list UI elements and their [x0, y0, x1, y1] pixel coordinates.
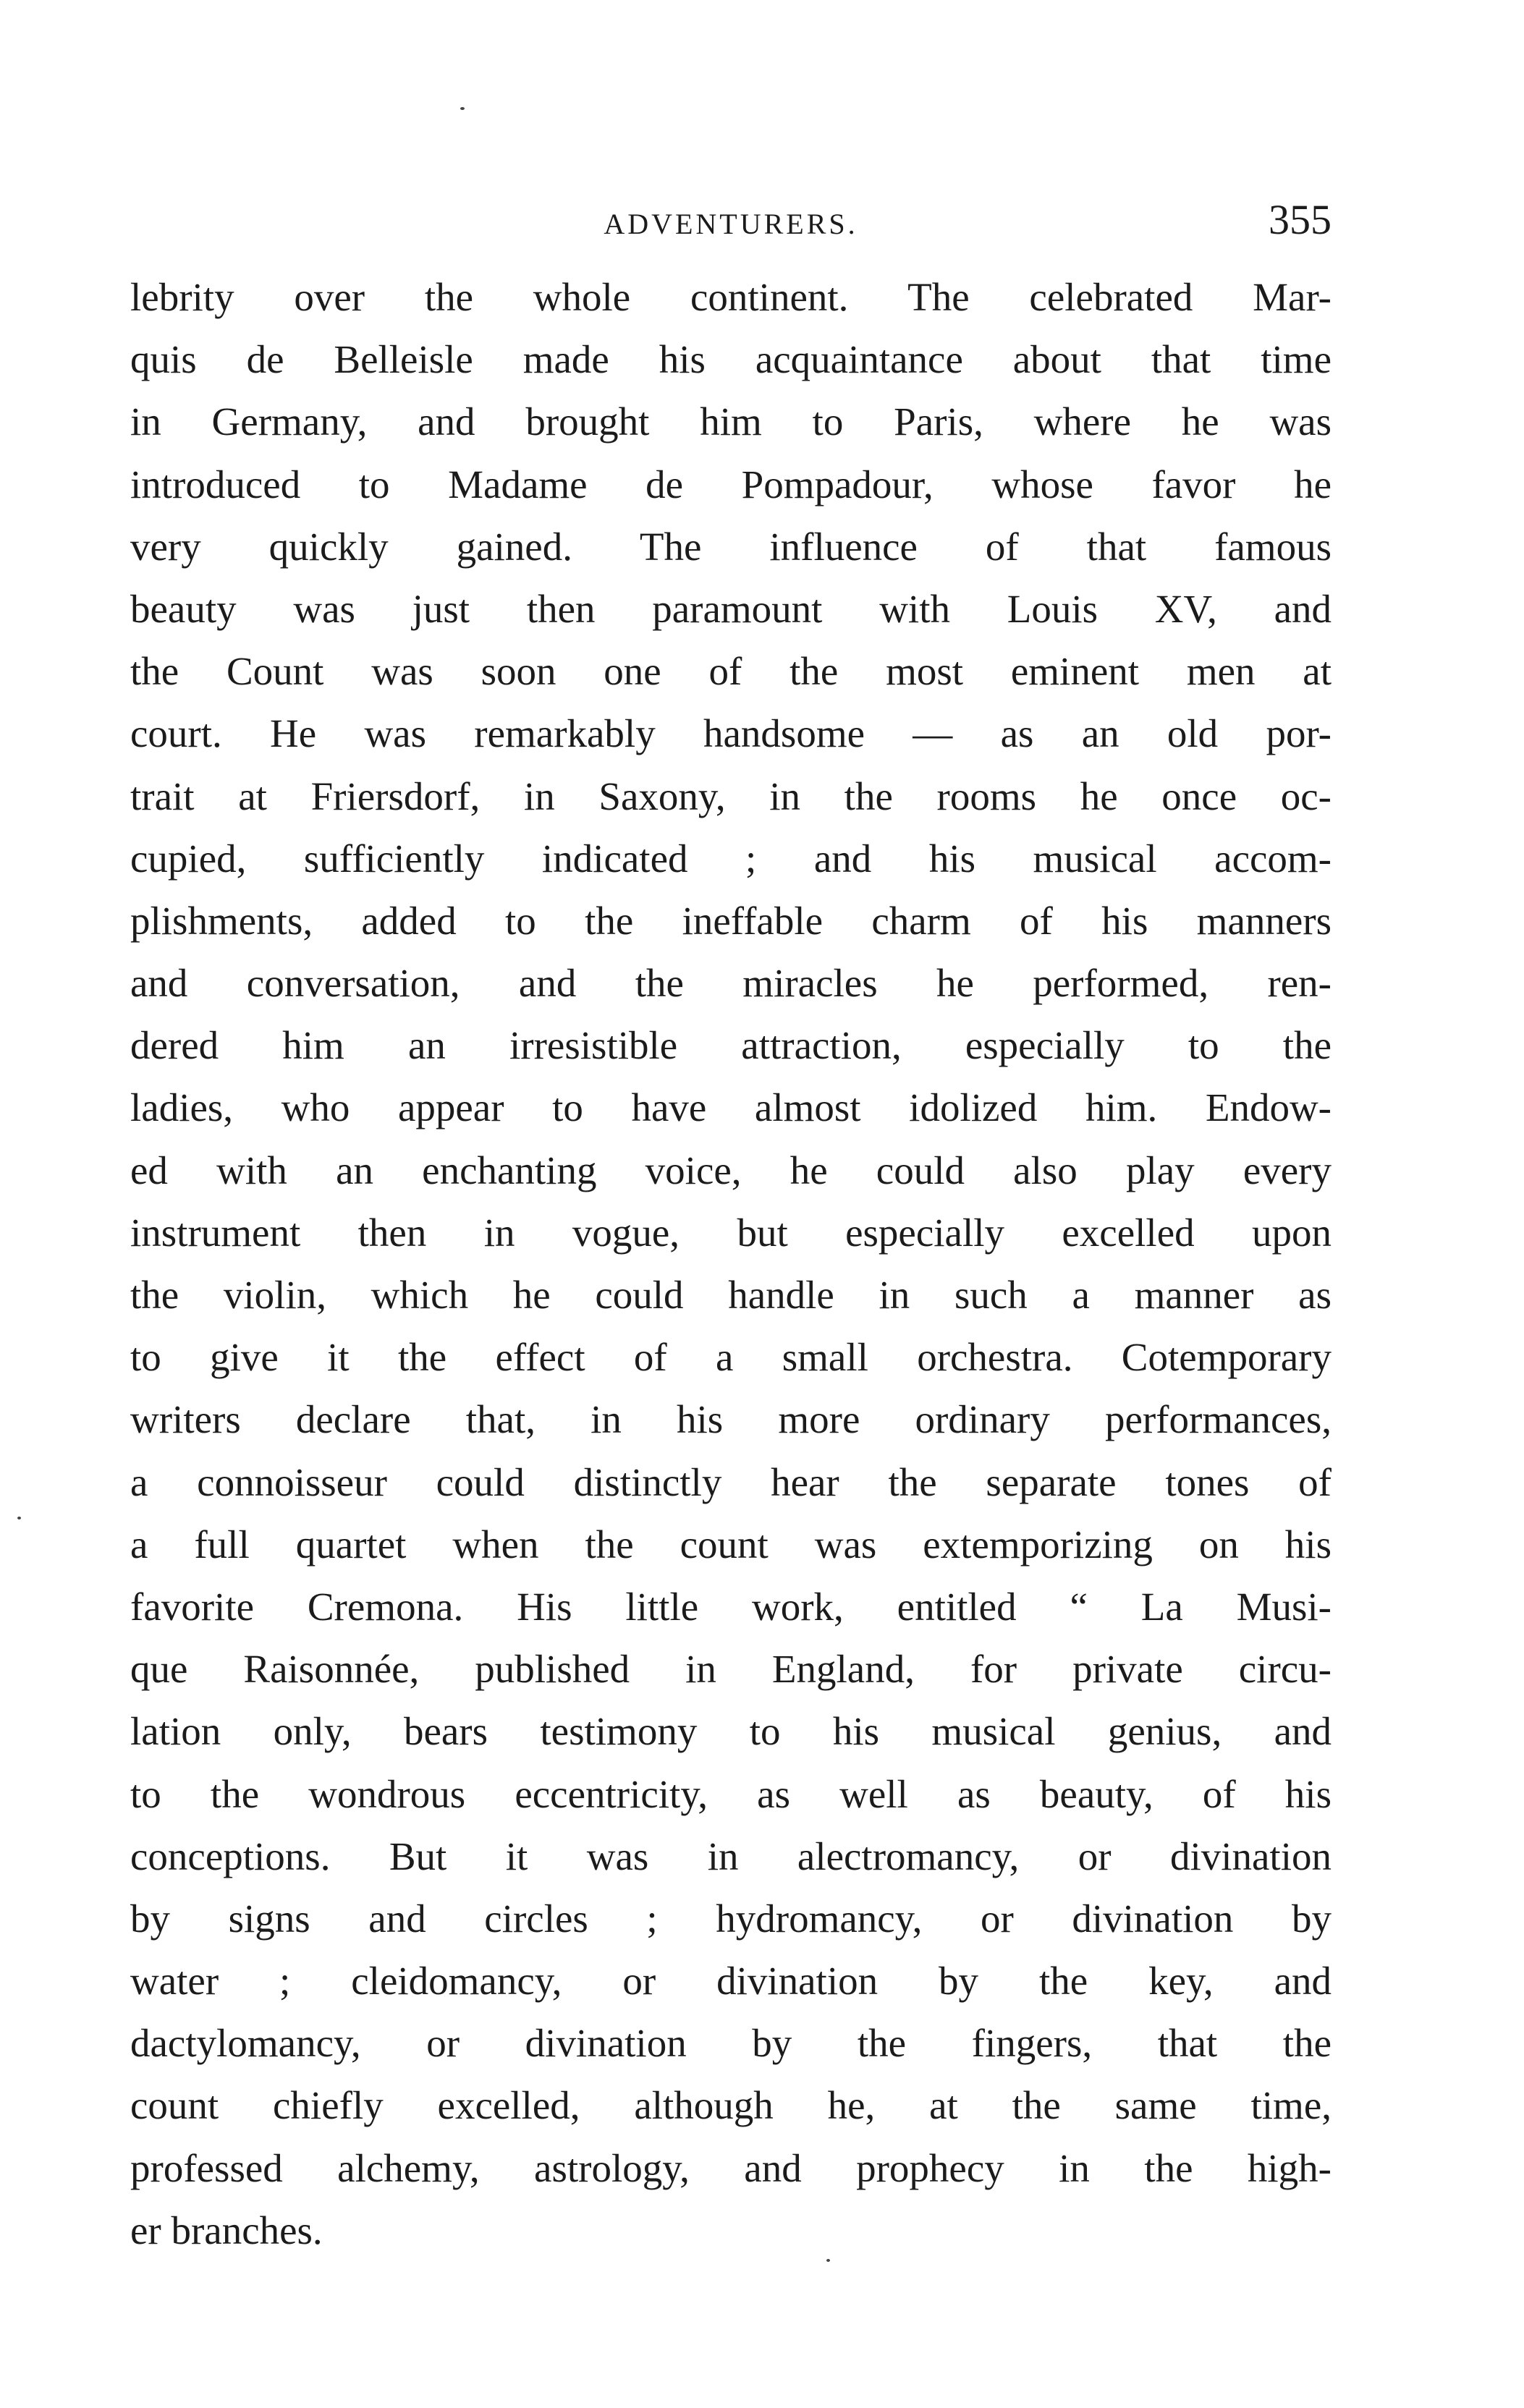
body-text [130, 266, 1332, 2262]
text-line: to give it the effect of a small orchestra. Cotemporary [130, 1335, 1332, 1380]
text-line: plishments, added to the ineffable charm of his manners [130, 898, 1332, 943]
page-header [130, 195, 1332, 253]
text-line: ed with an enchanting voice, he could also play every [130, 1148, 1332, 1192]
text-line: by signs and circles ; hydromancy, or divination by [130, 1896, 1332, 1941]
text-line: very quickly gained. The influence of that famous [130, 524, 1332, 569]
text-line: to the wondrous eccentricity, as well as beauty, of his [130, 1771, 1332, 1816]
text-line: beauty was just then paramount with Louis XV, and [130, 586, 1332, 631]
text-line: the violin, which he could handle in such a manner as [130, 1273, 1332, 1317]
text-line: writers declare that, in his more ordinary performances, [130, 1397, 1332, 1442]
text-line: count chiefly excelled, although he, at the same time, [130, 2083, 1332, 2128]
text-line: er branches. [130, 2208, 323, 2252]
ink-speck [460, 107, 465, 110]
text-line: introduced to Madame de Pompadour, whose favor he [130, 462, 1332, 506]
text-line: que Raisonnée, published in England, for private circu- [130, 1647, 1332, 1692]
text-line: ladies, who appear to have almost idolized him. Endow- [130, 1085, 1332, 1130]
text-line: in Germany, and brought him to Paris, where he was [130, 399, 1332, 444]
page-number: 355 [1269, 196, 1332, 243]
text-line: the Count was soon one of the most eminent men at [130, 649, 1332, 694]
text-line: favorite Cremona. His little work, entitled “ La Musi- [130, 1584, 1332, 1629]
text-line: lebrity over the whole continent. The celebrated Mar- [130, 275, 1332, 319]
ink-speck [17, 1517, 21, 1519]
running-head: ADVENTURERS. [604, 208, 858, 240]
text-line: cupied, sufficiently indicated ; and his musical accom- [130, 836, 1332, 881]
text-line: a full quartet when the count was extemporizing on his [130, 1522, 1332, 1567]
text-line: a connoisseur could distinctly hear the separate tones of [130, 1459, 1332, 1504]
text-line: water ; cleidomancy, or divination by the key, and [130, 1959, 1332, 2004]
text-line: instrument then in vogue, but especially excelled upon [130, 1210, 1332, 1255]
text-line: trait at Friersdorf, in Saxony, in the rooms he once oc- [130, 773, 1332, 818]
text-line: conceptions. But it was in alectromancy, or divination [130, 1833, 1332, 1878]
text-line: dered him an irresistible attraction, especially to the [130, 1023, 1332, 1068]
text-line: professed alchemy, astrology, and prophecy in the high- [130, 2145, 1332, 2190]
text-line: dactylomancy, or divination by the fingers, that the [130, 2021, 1332, 2066]
text-line: court. He was remarkably handsome — as an old por- [130, 711, 1332, 756]
text-line: lation only, bears testimony to his musical genius, and [130, 1709, 1332, 1754]
text-line: quis de Belleisle made his acquaintance about that time [130, 337, 1332, 382]
text-line: and conversation, and the miracles he performed, ren- [130, 961, 1332, 1006]
